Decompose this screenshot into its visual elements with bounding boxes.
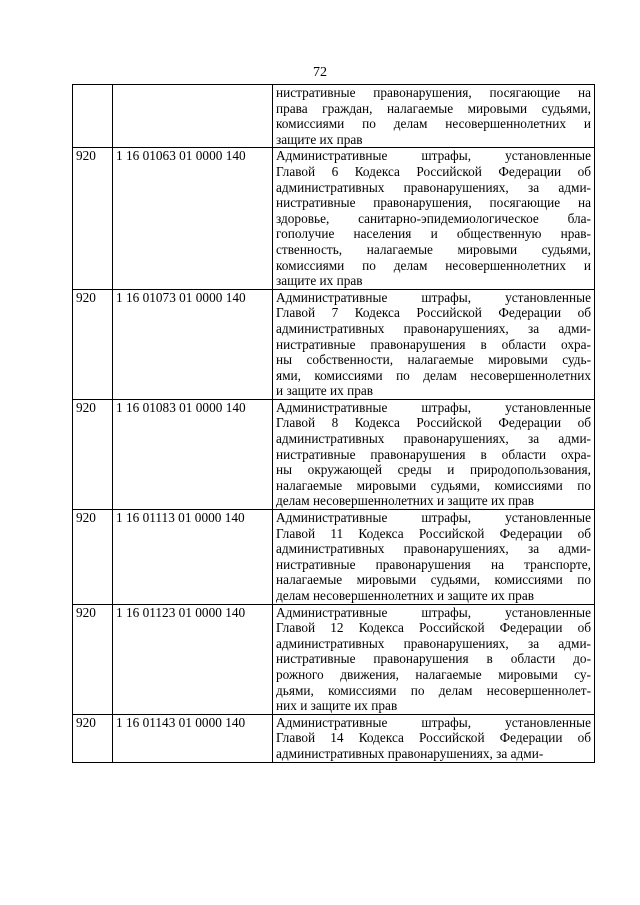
description-line: Административные штрафы, установленные [276,399,591,415]
budget-classification-code-cell: 1 16 01113 01 0000 140 [113,510,273,605]
description-line: рожного движения, налагаемые мировыми су- [276,666,591,682]
description-line: делам несовершеннолетних и защите их прав [276,588,535,603]
description-cell [273,148,595,289]
description-line: административных правонарушениях, за адми- [276,320,591,336]
budget-classification-code-cell: 1 16 01083 01 0000 140 [113,399,273,509]
description-line: Главой 12 Кодекса Российской Федерации об [276,620,591,636]
description-line: Административные штрафы, установленные [276,289,591,305]
table-row [73,714,595,762]
admin-code-cell [73,85,113,148]
budget-classification-code-cell: 1 16 01143 01 0000 140 [113,714,273,762]
table-body [73,85,595,763]
description-line: ями, комиссиями по делам несовершеннолетних [276,367,591,383]
description-cell [273,510,595,605]
table-row [73,85,595,148]
description-line: налагаемые мировыми судьями, комиссиями по [276,477,591,493]
budget-classification-code-cell: 1 16 01123 01 0000 140 [113,604,273,714]
table-row [73,289,595,399]
description-line: административных правонарушениях, за адми- [276,541,591,557]
description-line: делам несовершеннолетних и защите их прав [276,493,535,509]
page-number: 72 [313,65,327,80]
description-line: Административные штрафы, установленные [276,714,591,730]
admin-code-cell: 920 [73,148,113,289]
description-line: Главой 11 Кодекса Российской Федерации об [276,525,591,541]
description-line: и защите их прав [276,383,374,399]
description-line: защите их прав [276,131,363,147]
description-line: административных правонарушениях, за адми- [276,635,591,651]
description-line: них и защите их прав [276,698,398,714]
admin-code-cell: 920 [73,510,113,605]
budget-classification-code-cell: 1 16 01073 01 0000 140 [113,289,273,399]
admin-code-cell: 920 [73,604,113,714]
admin-code-cell: 920 [73,714,113,762]
description-line: Главой 14 Кодекса Российской Федерации об [276,730,591,746]
description-cell [273,399,595,509]
budget-classification-code-cell: 1 16 01063 01 0000 140 [113,148,273,289]
description-line: нистративные правонарушения в области до- [276,651,591,667]
description-line: права граждан, налагаемые мировыми судьями, [276,100,591,116]
admin-code-cell: 920 [73,289,113,399]
description-cell [273,604,595,714]
description-line: дьями, комиссиями по делам несовершеннолет- [276,682,591,698]
table-row [73,604,595,714]
description-line: ны собственности, налагаемые мировыми судь- [276,352,591,368]
description-line: Главой 6 Кодекса Российской Федерации об [276,163,591,179]
description-line: здоровье, санитарно-эпидемиологическое бла- [276,210,591,226]
description-line: ственность, налагаемые мировыми судьями, [276,241,591,257]
description-line: административных правонарушениях, за адми- [276,179,591,195]
description-line: защите их прав [276,273,363,289]
description-line: Административные штрафы, установленные [276,604,591,620]
description-cell [273,714,595,762]
description-line: комиссиями по делам несовершеннолетних и [276,116,591,132]
description-line: нистративные правонарушения, посягающие на [276,85,591,100]
description-line: административных правонарушениях, за адми- [276,745,544,761]
description-line: комиссиями по делам несовершеннолетних и [276,257,591,273]
table-row [73,510,595,605]
table-row [73,399,595,509]
description-line: административных правонарушениях, за адми- [276,431,591,447]
description-line: Административные штрафы, установленные [276,510,591,526]
admin-code-cell: 920 [73,399,113,509]
description-line: нистративные правонарушения в области охра- [276,446,591,462]
description-line: Административные штрафы, установленные [276,148,591,164]
description-line: нистративные правонарушения, посягающие на [276,195,591,211]
description-line: гополучие населения и общественную нрав- [276,226,591,242]
description-line: нистративные правонарушения на транспорте, [276,556,591,572]
budget-classification-code-cell [113,85,273,148]
table-row [73,148,595,289]
budget-code-table [72,84,595,763]
description-line: Главой 7 Кодекса Российской Федерации об [276,305,591,321]
description-line: налагаемые мировыми судьями, комиссиями по [276,572,591,588]
description-cell [273,85,595,148]
description-line: Главой 8 Кодекса Российской Федерации об [276,415,591,431]
description-cell [273,289,595,399]
description-line: нистративные правонарушения в области охра- [276,336,591,352]
description-line: ны окружающей среды и природопользования, [276,462,591,478]
